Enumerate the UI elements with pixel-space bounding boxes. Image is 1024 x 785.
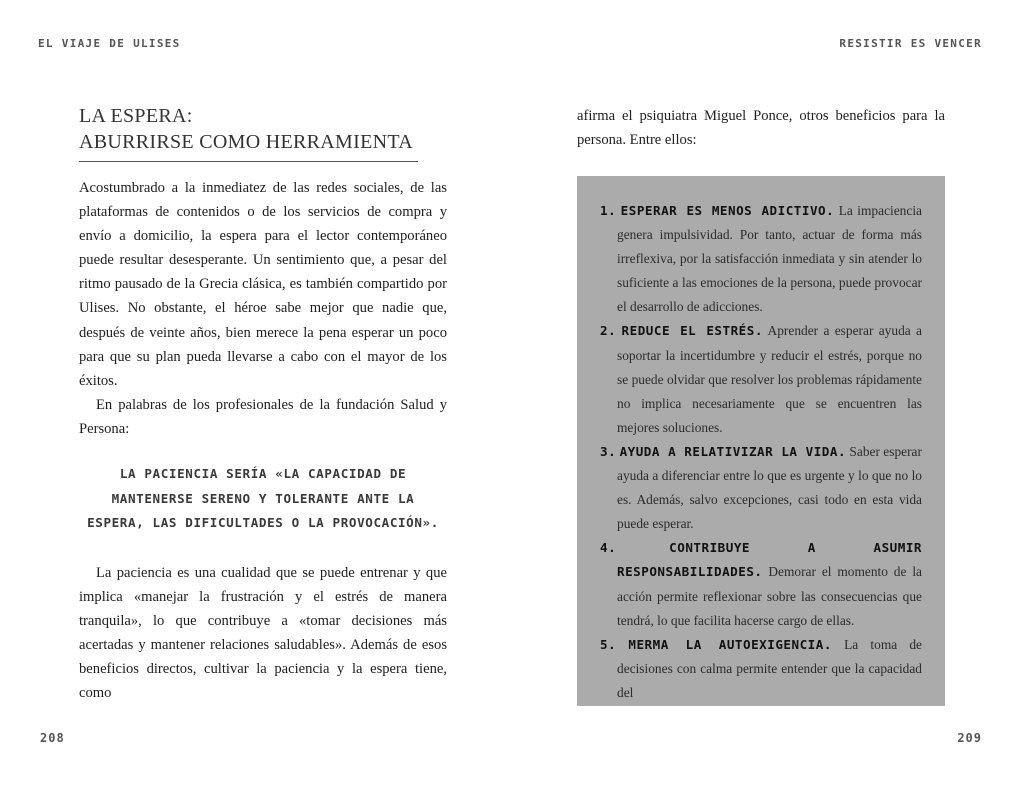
sidebar-item-2 (600, 319, 922, 439)
sidebar-item-heading: CONTRIBUYE A ASUMIR RESPONSABILIDADES. (617, 540, 922, 580)
section-title-line-2: ABURRIRSE COMO HERRAMIENTA (79, 131, 414, 153)
sidebar-item-text: Demorar el momento de la acción permite reflexionar sobre las consecuencias que tendrá, lo que facilita hacerse cargo de ellas. (617, 564, 922, 628)
title-rule-divider (79, 161, 418, 162)
section-title-line-1: LA ESPERA: (79, 105, 193, 127)
sidebar-item-4 (600, 536, 922, 632)
sidebar-item-number: 2. (600, 323, 617, 339)
sidebar-item-number: 3. (600, 443, 617, 459)
sidebar-item-heading: ESPERAR ES MENOS ADICTIVO. (620, 203, 835, 218)
body-paragraph-2: En palabras de los profesionales de la fundación Salud y Persona: (79, 397, 447, 438)
sidebar-item-heading: REDUCE EL ESTRÉS. (621, 323, 763, 339)
page-number-left: 208 (40, 731, 65, 745)
sidebar-item-number: 1. (600, 203, 617, 218)
sidebar-item-5 (600, 633, 922, 705)
section-title (79, 103, 419, 155)
running-header-left: EL VIAJE DE ULISES (38, 37, 181, 50)
sidebar-item-text: Aprender a esperar ayuda a soportar la incertidumbre y reducir el estrés, porque no se puede olvidar que resolver los problemas rápidamente no implica necesariamente que se encuentren las mejores soluciones. (617, 323, 923, 435)
sidebar-item-number: 5. (600, 636, 617, 652)
running-header-right: RESISTIR ES VENCER (839, 37, 982, 50)
sidebar-item-heading: AYUDA A RELATIVIZAR LA VIDA. (619, 443, 847, 459)
sidebar-item-1 (600, 199, 922, 319)
sidebar-item-heading: MERMA LA AUTOEXIGENCIA. (628, 636, 832, 652)
sidebar-item-text: La impaciencia genera impulsividad. Por tanto, actuar de forma más irreflexiva, por la satisfacción inmediata y sin atender lo suficiente a las emociones de la persona, puede provocar el desarrollo de adicciones. (617, 203, 922, 315)
pull-quote: LA PACIENCIA SERÍA «LA CAPACIDAD DE MANTENERSE SERENO Y TOLERANTE ANTE LA ESPERA, LAS DIFICULTADES O LA PROVOCACIÓN». (87, 466, 439, 530)
body-paragraph-continued: afirma el psiquiatra Miguel Ponce, otros beneficios para la persona. Entre ellos: (577, 108, 945, 149)
sidebar-item-text: La toma de decisiones con calma permite entender que la capacidad del (617, 636, 923, 700)
sidebar-item-text: Saber esperar ayuda a diferenciar entre lo que es urgente y lo que no lo es. Además, salvo excepciones, casi todo en esta vida puede esperar. (617, 443, 922, 532)
body-paragraph-3: La paciencia es una cualidad que se puede entrenar y que implica «manejar la frustración y el estrés de manera tranquila», lo que contribuye a «tomar decisiones más acertadas y mantener relaciones saludables». Además de esos beneficios directos, cultivar la paciencia y la espera tiene, como (79, 565, 447, 702)
page-number-right: 209 (957, 731, 982, 745)
body-paragraph-1: Acostumbrado a la inmediatez de las redes sociales, de las plataformas de contenidos o de los servicios de compra y envío a domicilio, la espera para el lector contemporáneo puede resultar desesperante. Un sentimiento que, a pesar del ritmo pausado de la Grecia clásica, es también compartido por Ulises. No obstante, el héroe sabe mejor que nadie que, después de veinte años, bien merece la pena esperar un poco para que su plan pueda llevarse a cabo con el mayor de los éxitos. (79, 180, 447, 389)
sidebar-item-3 (600, 440, 922, 536)
benefits-sidebar-box (577, 176, 945, 706)
sidebar-item-number: 4. (600, 540, 617, 556)
